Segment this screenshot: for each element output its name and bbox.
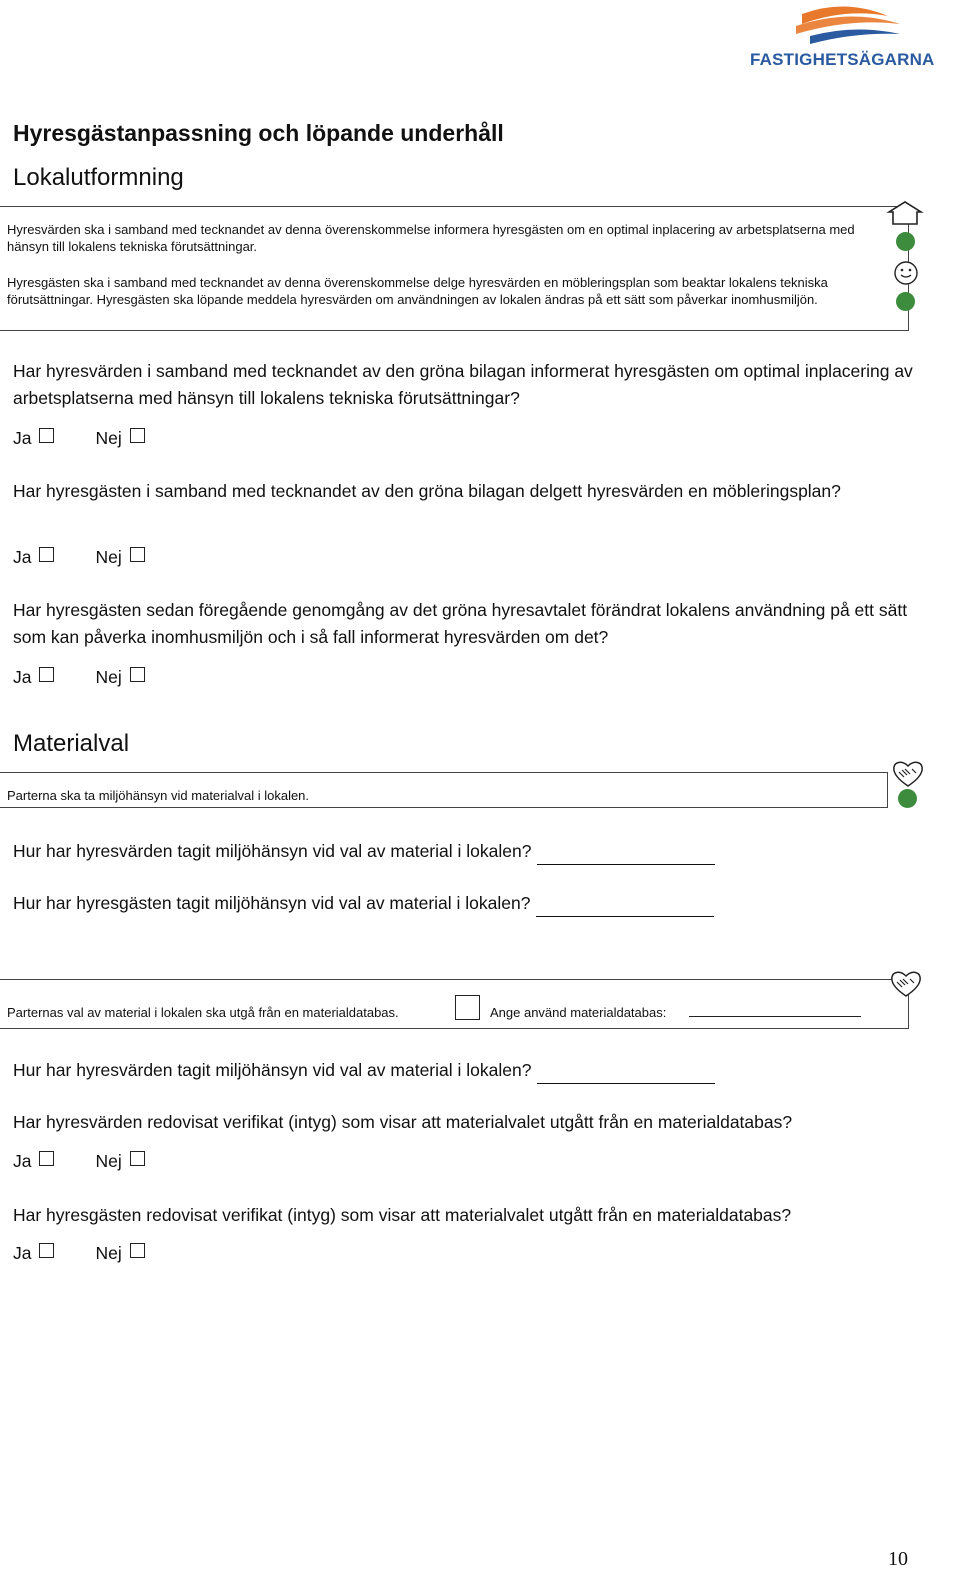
question-with-line [13, 890, 913, 917]
no-checkbox[interactable] [130, 1151, 145, 1166]
green-dot-icon [896, 292, 915, 311]
no-label: Nej [95, 547, 122, 567]
house-icon [886, 200, 924, 226]
requirement-text: Parternas val av material i lokalen ska utgå från en materialdatabas. [7, 1005, 399, 1020]
smiley-icon [893, 260, 919, 286]
question-text: Har hyresgästen i samband med tecknandet av den gröna bilagan delgett hyresvärden en möbleringsplan? [13, 481, 841, 501]
green-dot-icon [896, 232, 915, 251]
question-with-line [13, 838, 913, 865]
question-text: Har hyresgästen sedan föregående genomgång av det gröna hyresavtalet förändrat lokalens användning på ett sätt som kan påverka inomhusmiljön och i så fall informerat hyresvärden om det? [13, 600, 908, 647]
no-label: Nej [95, 428, 122, 448]
no-checkbox[interactable] [130, 1243, 145, 1258]
yes-no-row [13, 1243, 145, 1264]
no-checkbox[interactable] [130, 547, 145, 562]
page-title: Hyresgästanpassning och löpande underhåll [13, 120, 504, 146]
materialdatabas-input[interactable] [689, 1016, 861, 1017]
yes-no-row [13, 547, 145, 568]
yes-label: Ja [13, 1151, 32, 1171]
question-text: Hur har hyresvärden tagit miljöhänsyn vid val av material i lokalen? [13, 841, 532, 861]
materialdatabas-checkbox[interactable] [455, 995, 480, 1020]
yes-label: Ja [13, 547, 32, 567]
requirement-box-materialdatabas [0, 979, 909, 1029]
question-text: Hur har hyresgästen tagit miljöhänsyn vid val av material i lokalen? [13, 893, 531, 913]
materialdatabas-label: Ange använd materialdatabas: [490, 1005, 667, 1020]
yes-no-row [13, 1151, 145, 1172]
yes-no-row [13, 428, 145, 449]
answer-line-input[interactable] [537, 1063, 715, 1084]
section-heading-materialval: Materialval [13, 730, 130, 757]
question-text: Hur har hyresvärden tagit miljöhänsyn vid val av material i lokalen? [13, 1060, 532, 1080]
yes-no-row [13, 667, 145, 688]
yes-label: Ja [13, 428, 32, 448]
handshake-heart-icon [890, 970, 922, 998]
answer-line-input[interactable] [537, 844, 715, 865]
no-checkbox[interactable] [130, 667, 145, 682]
no-label: Nej [95, 1151, 122, 1171]
question-text: Har hyresvärden i samband med tecknandet av den gröna bilagan informerat hyresgästen om optimal inplacering av arbetsplatserna med hänsyn till lokalens tekniska förutsättningar? [13, 361, 913, 408]
company-logo [750, 2, 960, 72]
yes-checkbox[interactable] [39, 547, 54, 562]
yes-checkbox[interactable] [39, 428, 54, 443]
logo-mark-icon [750, 2, 960, 50]
requirement-box-materialval [0, 772, 888, 808]
requirement-text: Parterna ska ta miljöhänsyn vid materialval i lokalen. [7, 788, 310, 803]
requirement-box-lokalutformning [0, 206, 909, 331]
green-dot-icon [898, 789, 917, 808]
yes-label: Ja [13, 1243, 32, 1263]
section-heading-lokalutformning: Lokalutformning [13, 164, 184, 191]
answer-line-input[interactable] [536, 896, 714, 917]
yes-checkbox[interactable] [39, 1243, 54, 1258]
yes-checkbox[interactable] [39, 1151, 54, 1166]
no-label: Nej [95, 667, 122, 687]
page-number: 10 [888, 1548, 908, 1570]
handshake-heart-icon [892, 760, 924, 788]
question-with-line [13, 1057, 913, 1084]
no-label: Nej [95, 1243, 122, 1263]
logo-text: FASTIGHETSÄGARNA [750, 50, 935, 69]
question-text: Har hyresgästen redovisat verifikat (intyg) som visar att materialvalet utgått från en materialdatabas? [13, 1205, 792, 1225]
requirement-text-1: Hyresvärden ska i samband med tecknandet av denna överenskommelse informera hyresgästen om en optimal inplacering av arbetsplatserna med hänsyn till lokalens tekniska förutsättningar. [7, 222, 855, 254]
yes-checkbox[interactable] [39, 667, 54, 682]
no-checkbox[interactable] [130, 428, 145, 443]
question-text: Har hyresvärden redovisat verifikat (intyg) som visar att materialvalet utgått från en materialdatabas? [13, 1112, 793, 1132]
yes-label: Ja [13, 667, 32, 687]
requirement-text-2: Hyresgästen ska i samband med tecknandet av denna överenskommelse delge hyresvärden en möbleringsplan som beaktar lokalens tekniska förutsättningar. Hyresgästen ska löpande meddela hyresvärden om användningen av lokalen ändras på ett sätt som påverkar inomhusmiljön. [7, 275, 828, 307]
